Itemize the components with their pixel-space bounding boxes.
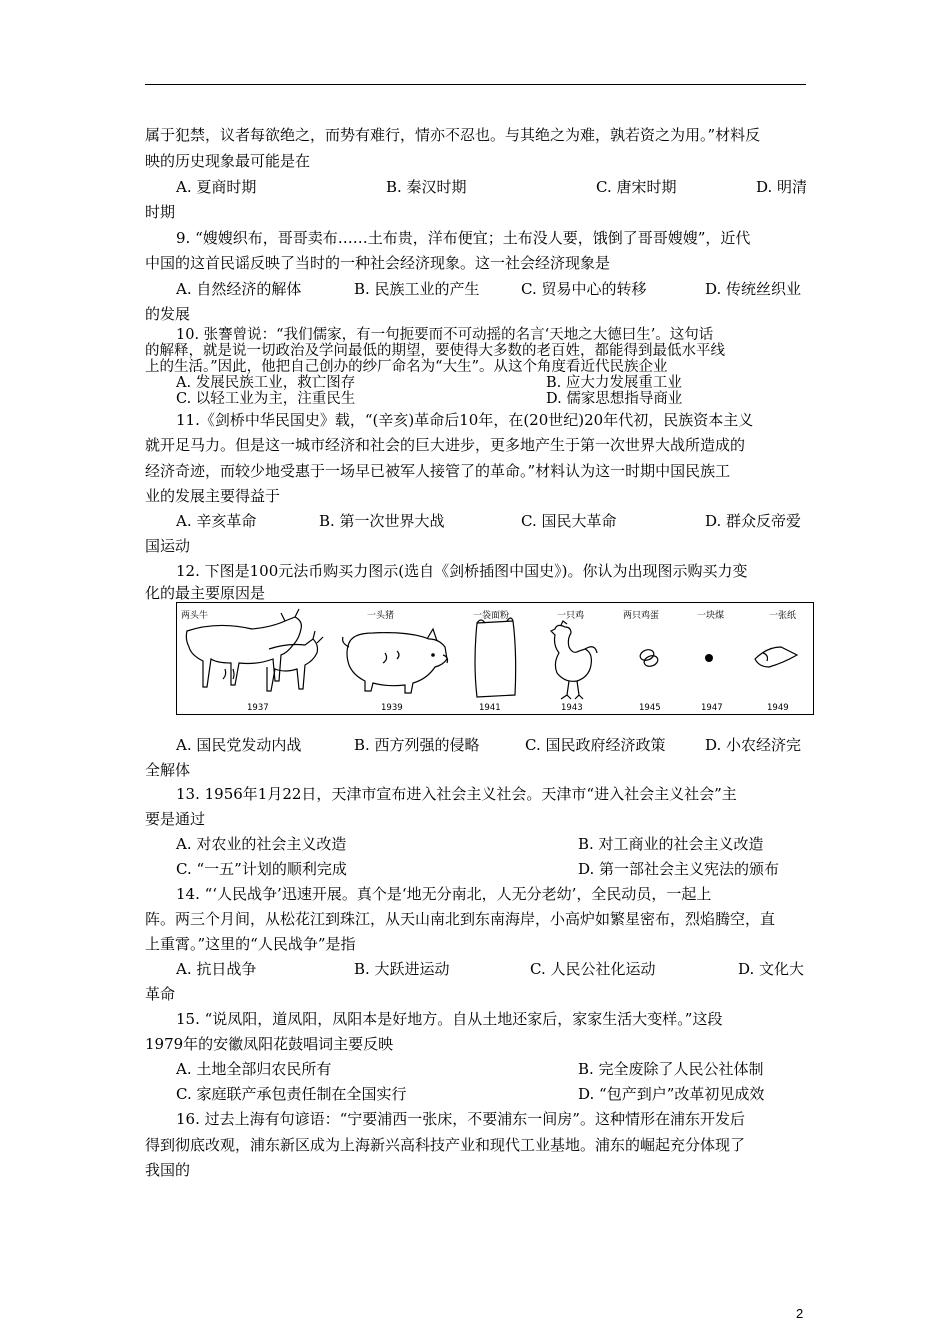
q15-option-d: D. “包产到户”改革初见成效: [578, 1085, 765, 1103]
q14-stem: 14. “‘人民战争’迅速开展。真个是‘地无分南北，人无分老幼’，全民动员，一起上: [176, 885, 712, 903]
q14-option-d-cont: 革命: [145, 985, 176, 1003]
q9-stem: 9. “嫂嫂织布，哥哥卖布……土布贵，洋布便宜；土布没人要，饿倒了哥哥嫂嫂”，近代: [176, 229, 751, 247]
q13-option-c: C. “一五”计划的顺利完成: [176, 860, 347, 878]
q9-option-c: C. 贸易中心的转移: [521, 280, 647, 298]
q9-stem: 中国的这首民谣反映了当时的一种社会经济现象。这一社会经济现象是: [145, 254, 611, 272]
q11-option-a: A. 辛亥革命: [176, 512, 257, 530]
q12-stem: 化的最主要原因是: [145, 584, 266, 602]
figure-year: 1949: [767, 703, 789, 713]
q15-stem: 15. “说凤阳，道凤阳，凤阳本是好地方。自从土地还家后，家家生活大变样。”这段: [176, 1010, 723, 1028]
figure-year: 1939: [381, 703, 403, 713]
q11-option-c: C. 国民大革命: [521, 512, 617, 530]
q8-option-a: A. 夏商时期: [176, 178, 257, 196]
figure-caption: 一头猪: [367, 611, 395, 621]
q10-option-b: B. 应大力发展重工业: [546, 375, 682, 391]
figure-caption: 两只鸡蛋: [623, 611, 660, 621]
q13-option-a: A. 对农业的社会主义改造: [176, 835, 347, 853]
header-rule: [145, 84, 806, 85]
q14-option-d: D. 文化大: [738, 960, 805, 978]
q12-stem: 12. 下图是100元法币购买力图示(选自《剑桥插图中国史》)。你认为出现图示购买力变: [176, 562, 748, 580]
chicken-icon: [551, 621, 597, 699]
q15-stem: 1979年的安徽凤阳花鼓唱词主要反映: [145, 1035, 394, 1053]
q16-stem: 得到彻底改观，浦东新区成为上海新兴高科技产业和现代工业基地。浦东的崛起充分体现了: [145, 1136, 746, 1154]
q13-stem: 要是通过: [145, 810, 206, 828]
page-number: 2: [796, 1306, 804, 1321]
figure-year: 1941: [479, 703, 501, 713]
figure-caption: 一张纸: [769, 611, 797, 621]
flour-bag-icon: [475, 618, 516, 697]
q14-option-a: A. 抗日战争: [176, 960, 257, 978]
q10-option-d: D. 儒家思想指导商业: [546, 391, 683, 407]
q16-stem: 16. 过去上海有句谚语：“宁要浦西一张床，不要浦东一间房”。这种情形在浦东开发后: [176, 1110, 745, 1128]
paper-icon: [755, 647, 797, 667]
q11-option-d-cont: 国运动: [145, 537, 191, 555]
q10-option-c: C. 以轻工业为主，注重民生: [176, 391, 356, 407]
q10-stem: 的解释，就是说一切政治及学问最低的期望，要使得大多数的老百姓，都能得到最低水平线: [145, 343, 725, 359]
q12-option-c: C. 国民政府经济政策: [525, 736, 666, 754]
q8-option-d-cont: 时期: [145, 203, 176, 221]
q12-option-d: D. 小农经济完: [705, 736, 802, 754]
q10-stem: 上的生活。”因此，他把自己创办的纱厂命名为“大生”。从这个角度看近代民族企业: [145, 359, 668, 375]
purchasing-power-figure: [176, 602, 814, 715]
eggs-icon: [639, 648, 660, 668]
q12-option-b: B. 西方列强的侵略: [354, 736, 480, 754]
q12-option-d-cont: 全解体: [145, 761, 191, 779]
q15-option-a: A. 土地全部归农民所有: [176, 1060, 332, 1078]
oxen-icon: [186, 609, 323, 691]
q15-option-c: C. 家庭联产承包责任制在全国实行: [176, 1085, 407, 1103]
q8-text-line: 属于犯禁，议者每欲绝之，而势有难行，情亦不忍也。与其绝之为难，孰若资之为用。”材料反: [145, 126, 761, 144]
figure-year: 1945: [639, 703, 661, 713]
q9-option-a: A. 自然经济的解体: [176, 280, 302, 298]
q13-option-b: B. 对工商业的社会主义改造: [578, 835, 764, 853]
q13-option-d: D. 第一部社会主义宪法的颁布: [578, 860, 780, 878]
q11-option-d: D. 群众反帝爱: [705, 512, 802, 530]
q9-option-d: D. 传统丝织业: [705, 280, 802, 298]
figure-year: 1947: [701, 703, 723, 713]
q8-text-line: 映的历史现象最可能是在: [145, 152, 311, 170]
figure-caption: 一只鸡: [557, 611, 585, 621]
figure-caption: 一块煤: [697, 611, 725, 621]
q14-option-b: B. 大跃进运动: [354, 960, 450, 978]
q14-stem: 上重霄。”这里的“人民战争”是指: [145, 935, 356, 953]
figure-caption: 一袋面粉: [473, 611, 510, 621]
figure-year: 1937: [247, 703, 269, 713]
q8-option-d: D. 明清: [756, 178, 808, 196]
q14-stem: 阵。两三个月间，从松花江到珠江，从天山南北到东南海岸，小高炉如繁星密布，烈焰腾空，直: [145, 910, 776, 928]
q8-option-c: C. 唐宋时期: [596, 178, 677, 196]
figure-year: 1943: [561, 703, 583, 713]
q13-stem: 13. 1956年1月22日，天津市宣布进入社会主义社会。天津市“进入社会主义社会”主: [176, 785, 737, 803]
q11-stem: 就开足马力。但是这一城市经济和社会的巨大进步，更多地产生于第一次世界大战所造成的: [145, 436, 746, 454]
pig-icon: [343, 629, 448, 693]
figure-caption: 两头牛: [181, 611, 209, 621]
coal-icon: [705, 654, 713, 662]
q10-option-a: A. 发展民族工业，救亡图存: [176, 375, 356, 391]
q9-option-b: B. 民族工业的产生: [354, 280, 480, 298]
q11-stem: 经济奇迹，而较少地受惠于一场早已被军人接管了的革命。”材料认为这一时期中国民族工: [145, 462, 731, 480]
q8-option-b: B. 秦汉时期: [386, 178, 467, 196]
q11-option-b: B. 第一次世界大战: [319, 512, 445, 530]
q16-stem: 我国的: [145, 1161, 191, 1179]
q11-stem: 业的发展主要得益于: [145, 487, 281, 505]
q12-option-a: A. 国民党发动内战: [176, 736, 302, 754]
q11-stem: 11.《剑桥中华民国史》载，“(辛亥)革命后10年，在(20世纪)20年代初，民族资本主义: [176, 411, 754, 429]
q15-option-b: B. 完全废除了人民公社体制: [578, 1060, 764, 1078]
q10-stem: 10. 张謇曾说：“我们儒家，有一句扼要而不可动摇的名言‘天地之大德曰生’。这句话: [176, 327, 714, 343]
q9-option-d-cont: 的发展: [145, 305, 191, 323]
q14-option-c: C. 人民公社化运动: [530, 960, 656, 978]
